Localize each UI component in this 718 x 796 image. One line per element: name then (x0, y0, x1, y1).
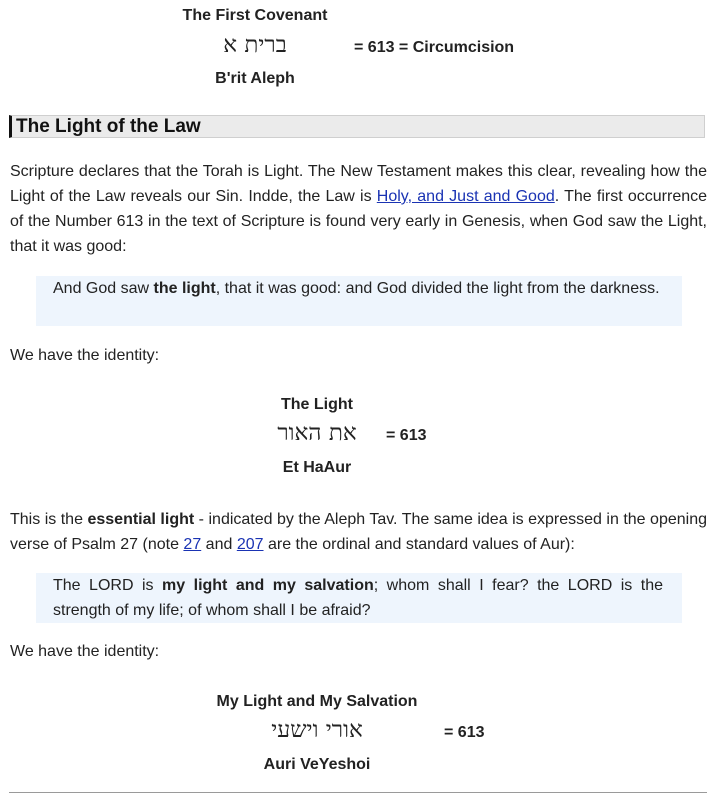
para2-and: and (201, 536, 237, 553)
quote2-post: ; whom shall I fear? the LORD is the strength of my life; of whom shall I be afraid? (53, 577, 663, 619)
para1-text-b: . The first occurrence of the Number 613 in the text of Scripture is found very early in Genesis, when God saw the Light, that it was good: (10, 188, 708, 255)
salvation-equation: = 613 (444, 724, 485, 741)
link-207[interactable]: 207 (236, 536, 264, 553)
holy-just-good-link[interactable]: Holy, and Just and Good (376, 188, 555, 205)
light-hebrew: את האור (277, 420, 357, 446)
light-translit: Et HaAur (282, 459, 352, 476)
quote2-bold: my light and my salvation (162, 577, 374, 594)
quote1-pre: And God saw (53, 280, 154, 297)
para1-text-a: Scripture declares that the Torah is Light. The New Testament makes this clear, revealing how the Light of the Law reveals our Sin. Indde, the Law is (10, 163, 707, 205)
para2-post: are the ordinal and standard values of Aur): (263, 536, 575, 553)
covenant-translit: B'rit Aleph (215, 70, 295, 87)
para2-bold: essential light (87, 511, 195, 528)
paragraph-essential-light (10, 507, 707, 557)
salvation-title: My Light and My Salvation (216, 693, 418, 710)
light-equation: = 613 (386, 427, 427, 444)
bottom-divider (9, 792, 707, 793)
section-heading (9, 115, 705, 138)
paragraph-torah-light (10, 159, 707, 259)
para2-mid: - indicated by the Aleph Tav. The same idea is expressed in the opening verse of Psalm 27 (note (10, 511, 708, 553)
covenant-hebrew: ברית א (223, 32, 287, 58)
salvation-hebrew: אורי וישעי (271, 717, 363, 743)
covenant-title: The First Covenant (182, 7, 328, 24)
genesis-quote (36, 276, 682, 326)
salvation-translit: Auri VeYeshoi (263, 756, 371, 773)
quote2-pre: The LORD is (53, 577, 163, 594)
identity-intro-2: We have the identity: (10, 643, 160, 660)
quote1-post: , that it was good: and God divided the light from the darkness. (215, 280, 660, 297)
link-27[interactable]: 27 (183, 536, 202, 553)
identity-intro-1: We have the identity: (10, 347, 160, 364)
section-heading-text: The Light of the Law (16, 116, 201, 137)
quote1-bold: the light (153, 280, 216, 297)
light-title: The Light (281, 396, 353, 413)
para2-pre: This is the (10, 511, 88, 528)
covenant-equation: = 613 = Circumcision (354, 39, 515, 56)
psalm-quote (36, 573, 682, 623)
